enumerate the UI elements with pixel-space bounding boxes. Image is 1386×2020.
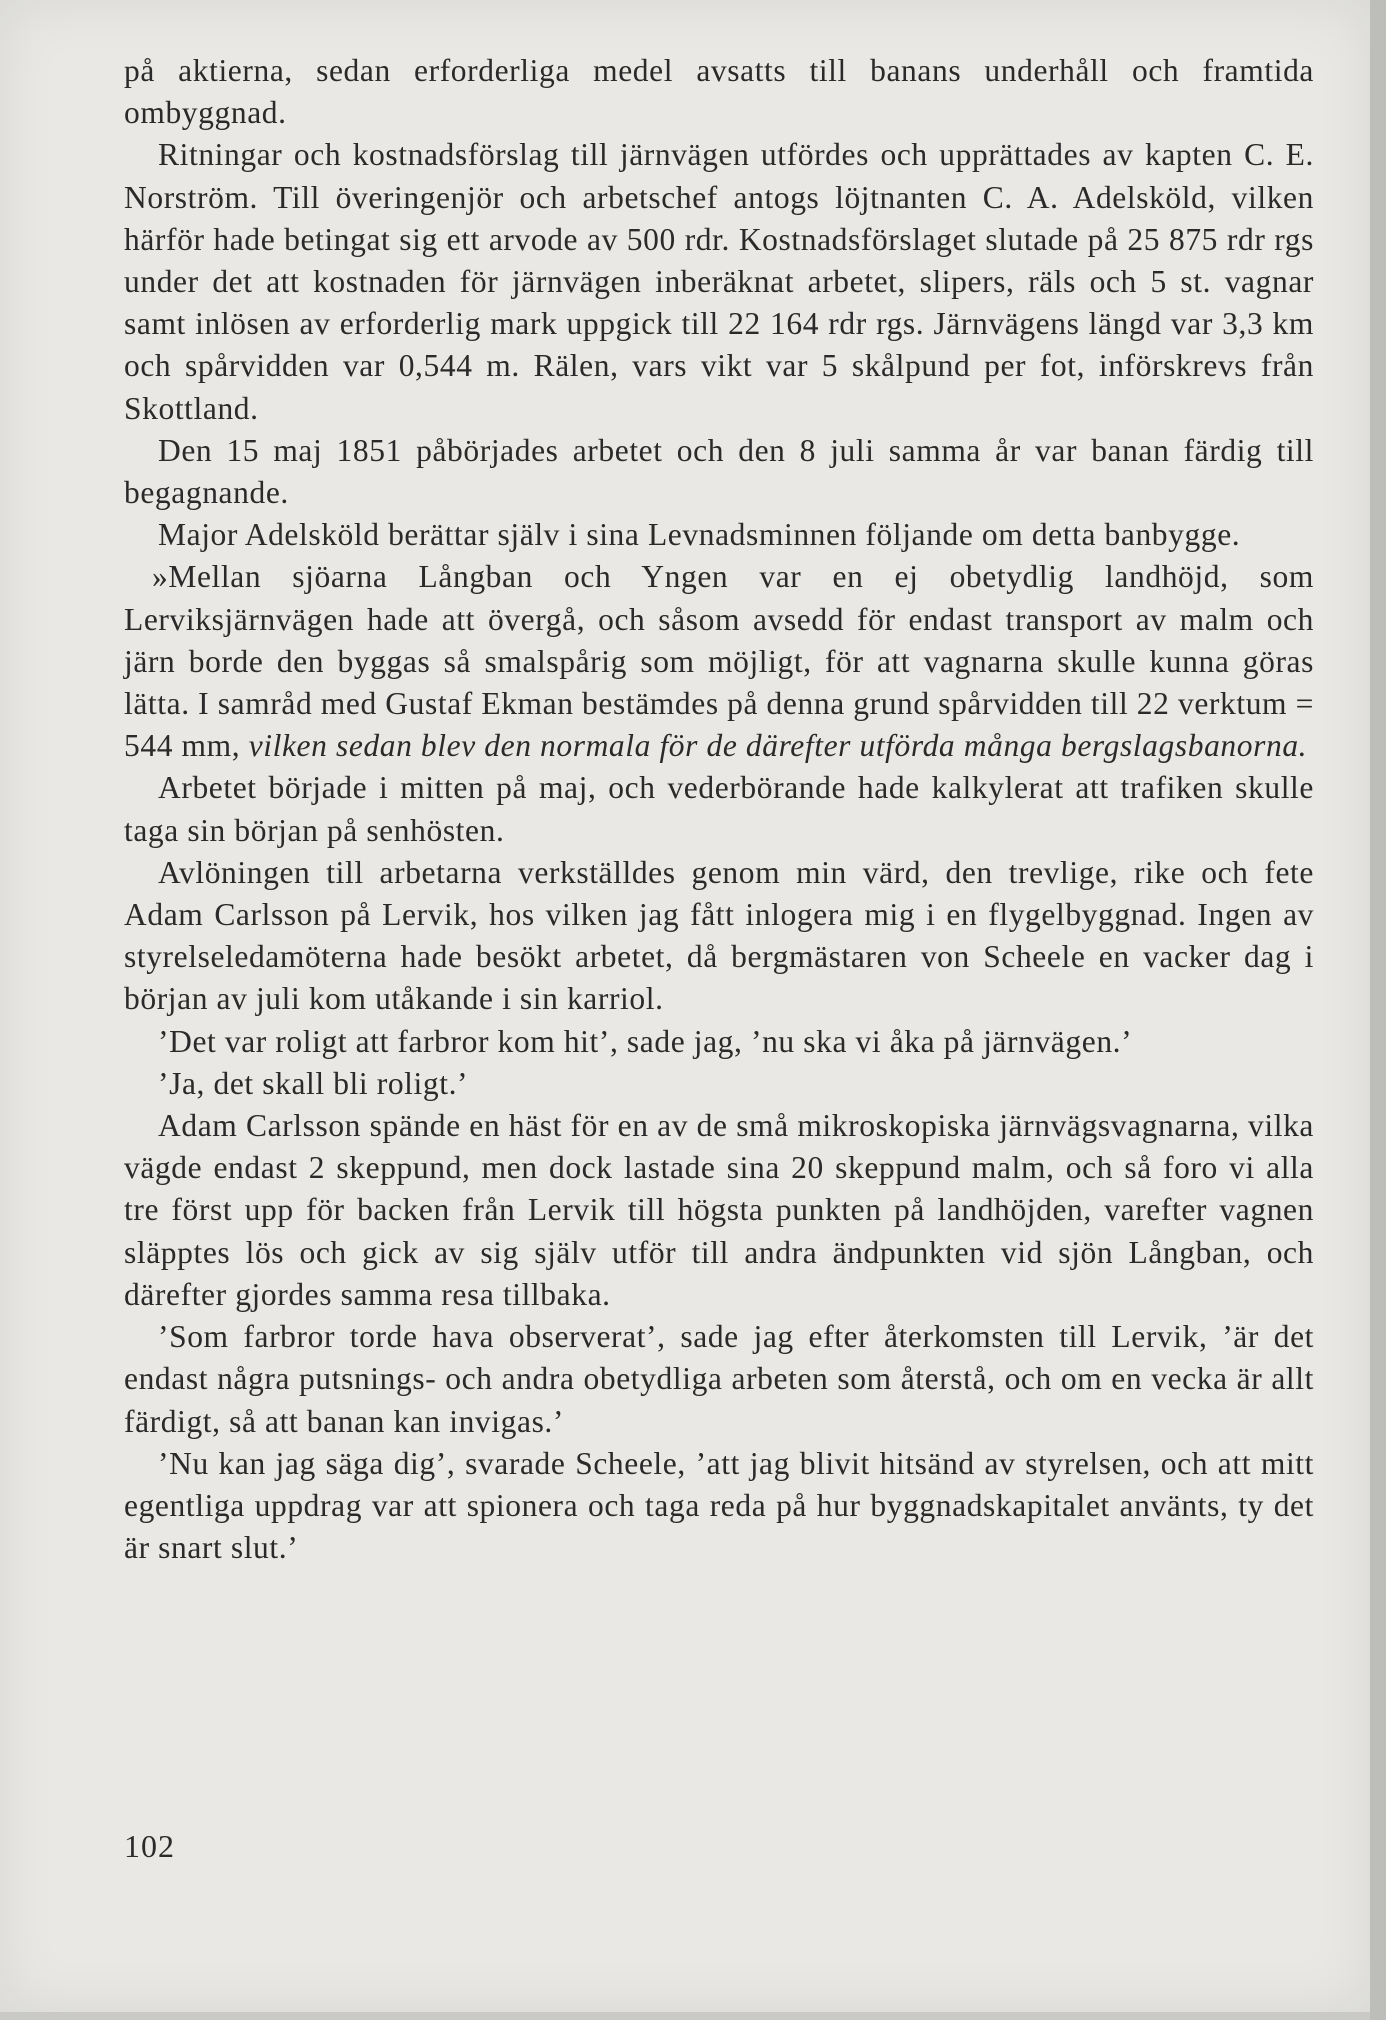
- paragraph-wagon-ride: Adam Carlsson spände en häst för en av de små mikroskopiska järnvägsvagnarna, vilka vägde endast 2 skeppund, men dock lastade sina 20 skeppund malm, och så foro vi alla tre först upp för backen från Lervik till högsta punkten på landhöjden, varefter vagnen släpptes lös och gick av sig själv utför till andra ändpunkten vid sjön Långban, och därefter gjordes samma resa tillbaka.: [124, 1108, 1314, 1312]
- paragraph-drawings: Ritningar och kostnadsförslag till järnvägen utfördes och upprättades av kapten C. E. Norström. Till överingenjör och arbetschef antogs löjtnanten C. A. Adelsköld, vilken härför hade betingat sig ett arvode av 500 rdr. Kostnadsförslaget slutade på 25 875 rdr rgs under det att kostnaden för järnvägen inberäknat arbetet, slipers, räls och 5 st. vagnar samt inlösen av erforderlig mark uppgick till 22 164 rdr rgs. Järnvägens längd var 3,3 km och spårvidden var 0,544 m. Rälen, vars vikt var 5 skålpund per fot, införskrevs från Skottland.: [124, 137, 1314, 426]
- body-text: [124, 50, 1314, 1569]
- paragraph-dialogue-1: ’Det var roligt att farbror kom hit’, sade jag, ’nu ska vi åka på järnvägen.’: [158, 1023, 1133, 1059]
- paragraph-wages: Avlöningen till arbetarna verkställdes genom min värd, den trevlige, rike och fete Adam Carlsson på Lervik, hos vilken jag fått inlogera mig i en flygelbyggnad. Ingen av styrelseledamöterna hade besökt arbetet, då bergmästaren von Scheele en vacker dag i början av juli kom utåkande i sin karriol.: [124, 854, 1314, 1017]
- paragraph-construction-start: Den 15 maj 1851 påbörjades arbetet och den 8 juli samma år var banan färdig till begagnande.: [124, 432, 1314, 511]
- page-edge: [1370, 0, 1386, 2020]
- page-number: 102: [124, 1828, 175, 1864]
- paragraph-quote: [124, 556, 1314, 767]
- quote-text: »Mellan sjöarna Långban och Yngen var en ej obetydlig landhöjd, som Lerviksjärnvägen hade att övergå, och såsom avsedd för endast transport av malm och järn borde den byggas så smalspårig som möjligt, för att vagnarna skulle kunna göras lätta. I samråd med Gustaf Ekman bestämdes på denna grund spårvidden till 22 verktum = 544 mm,: [124, 559, 1314, 764]
- paragraph-work-began: Arbetet började i mitten på maj, och vederbörande hade kalkylerat att trafiken skulle taga sin början på senhösten.: [124, 770, 1314, 848]
- paragraph-dialogue-2: ’Ja, det skall bli roligt.’: [158, 1065, 469, 1101]
- paragraph-continued: på aktierna, sedan erforderliga medel avsatts till banans underhåll och framtida ombyggnad.: [124, 53, 1314, 131]
- paragraph-dialogue-4: ’Nu kan jag säga dig’, svarade Scheele, ’att jag blivit hitsänd av styrelsen, och att mitt egentliga uppdrag var att spionera och taga reda på hur byggnadskapitalet använts, ty det är snart slut.’: [124, 1445, 1314, 1566]
- paragraph-dialogue-3: ’Som farbror torde hava observerat’, sade jag efter återkomsten till Lervik, ’är det endast några putsnings- och andra obetydliga arbeten som återstå, och om en vecka är allt färdigt, så att banan kan invigas.’: [124, 1319, 1314, 1439]
- paragraph-memoir-intro: Major Adelsköld berättar själv i sina Levnadsminnen följande om detta banbygge.: [158, 517, 1241, 553]
- quote-emphasis: vilken sedan blev den normala för de därefter utförda många bergslagsbanorna.: [248, 728, 1308, 764]
